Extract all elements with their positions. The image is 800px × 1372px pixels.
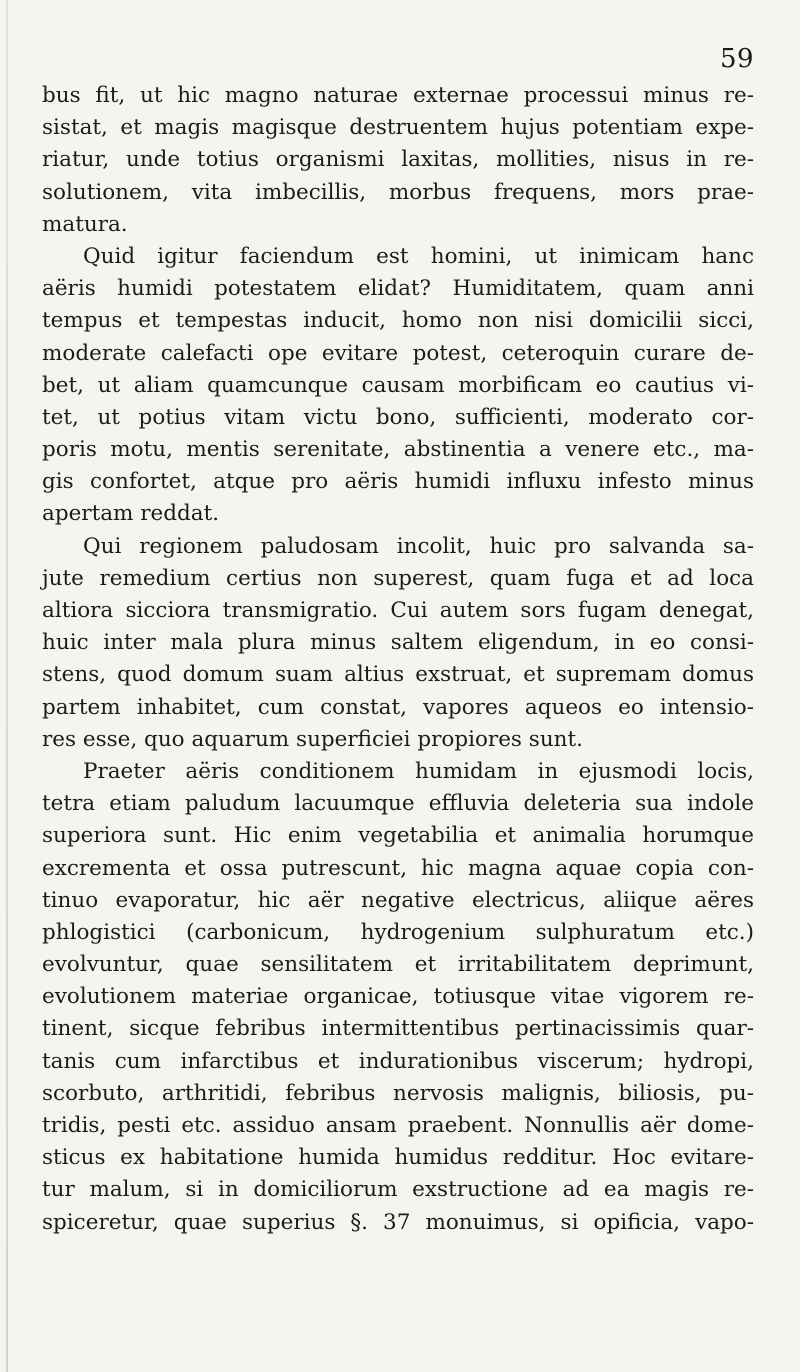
- text-line: scorbuto, arthritidi, febribus nervosis malignis, biliosis, pu-: [42, 1080, 754, 1106]
- text-line: Quid igitur faciendum est homini, ut inimicam hanc: [83, 243, 754, 269]
- text-line: superiora sunt. Hic enim vegetabilia et animalia horumque: [42, 823, 754, 849]
- text-line: partem inhabitet, cum constat, vapores aqueos eo intensio-: [42, 694, 754, 720]
- text-line: excrementa et ossa putrescunt, hic magna aquae copia con-: [42, 855, 754, 881]
- text-line: tinuo evaporatur, hic aër negative electricus, aliique aëres: [42, 887, 754, 913]
- text-line: riatur, unde totius organismi laxitas, mollities, nisus in re-: [42, 147, 754, 173]
- text-line: altiora sicciora transmigratio. Cui autem sors fugam denegat,: [42, 598, 754, 623]
- page-edge-shadow: [6, 0, 8, 1372]
- text-line: aëris humidi potestatem elidat? Humiditatem, quam anni: [42, 276, 754, 302]
- text-line: sticus ex habitatione humida humidus redditur. Hoc evitare-: [42, 1145, 754, 1171]
- text-line: spiceretur, quae superius §. 37 monuimus, si opificia, vapo-: [42, 1209, 754, 1235]
- text-line: Praeter aëris conditionem humidam in ejusmodi locis,: [83, 758, 754, 784]
- text-line: stens, quod domum suam altius exstruat, et supremam domus: [42, 662, 754, 688]
- text-line: tur malum, si in domiciliorum exstructione ad ea magis re-: [42, 1177, 754, 1203]
- text-line: tetra etiam paludum lacuumque effluvia deleteria sua indole: [42, 791, 754, 817]
- text-line: poris motu, mentis serenitate, abstinentia a venere etc., ma-: [42, 437, 754, 463]
- text-line: evolutionem materiae organicae, totiusque vitae vigorem re-: [42, 984, 754, 1010]
- text-line: res esse, quo aquarum superficiei propiores sunt.: [42, 726, 584, 752]
- text-line: Qui regionem paludosam incolit, huic pro salvanda sa-: [83, 533, 754, 559]
- text-line: sistat, et magis magisque destruentem hujus potentiam expe-: [42, 115, 754, 141]
- text-line: solutionem, vita imbecillis, morbus frequens, mors prae-: [42, 179, 754, 205]
- text-line: gis confortet, atque pro aëris humidi influxu infesto minus: [42, 469, 754, 495]
- text-line: apertam reddat.: [42, 501, 220, 527]
- text-line: jute remedium certius non superest, quam fuga et ad loca: [42, 565, 754, 591]
- text-line: tanis cum infarctibus et indurationibus viscerum; hydropi,: [42, 1048, 754, 1074]
- text-line: tridis, pesti etc. assiduo ansam praebent. Nonnullis aër dome-: [42, 1113, 754, 1138]
- text-line: tinent, sicque febribus intermittentibus pertinacissimis quar-: [42, 1016, 754, 1042]
- text-line: bet, ut aliam quamcunque causam morbificam eo cautius vi-: [42, 372, 754, 398]
- text-line: bus fit, ut hic magno naturae externae processui minus re-: [42, 83, 754, 108]
- text-line: tet, ut potius vitam victu bono, sufficienti, moderato cor-: [42, 404, 754, 430]
- text-line: huic inter mala plura minus saltem eligendum, in eo consi-: [42, 630, 754, 656]
- page-number: 59: [720, 44, 755, 74]
- text-line: tempus et tempestas inducit, homo non nisi domicilii sicci,: [42, 308, 754, 334]
- text-line: evolvuntur, quae sensilitatem et irritabilitatem deprimunt,: [42, 952, 754, 978]
- text-line: moderate calefacti ope evitare potest, ceteroquin curare de-: [42, 340, 754, 366]
- text-line: matura.: [42, 211, 128, 237]
- body-text: [42, 80, 754, 1239]
- text-line: phlogistici (carbonicum, hydrogenium sulphuratum etc.): [42, 919, 754, 945]
